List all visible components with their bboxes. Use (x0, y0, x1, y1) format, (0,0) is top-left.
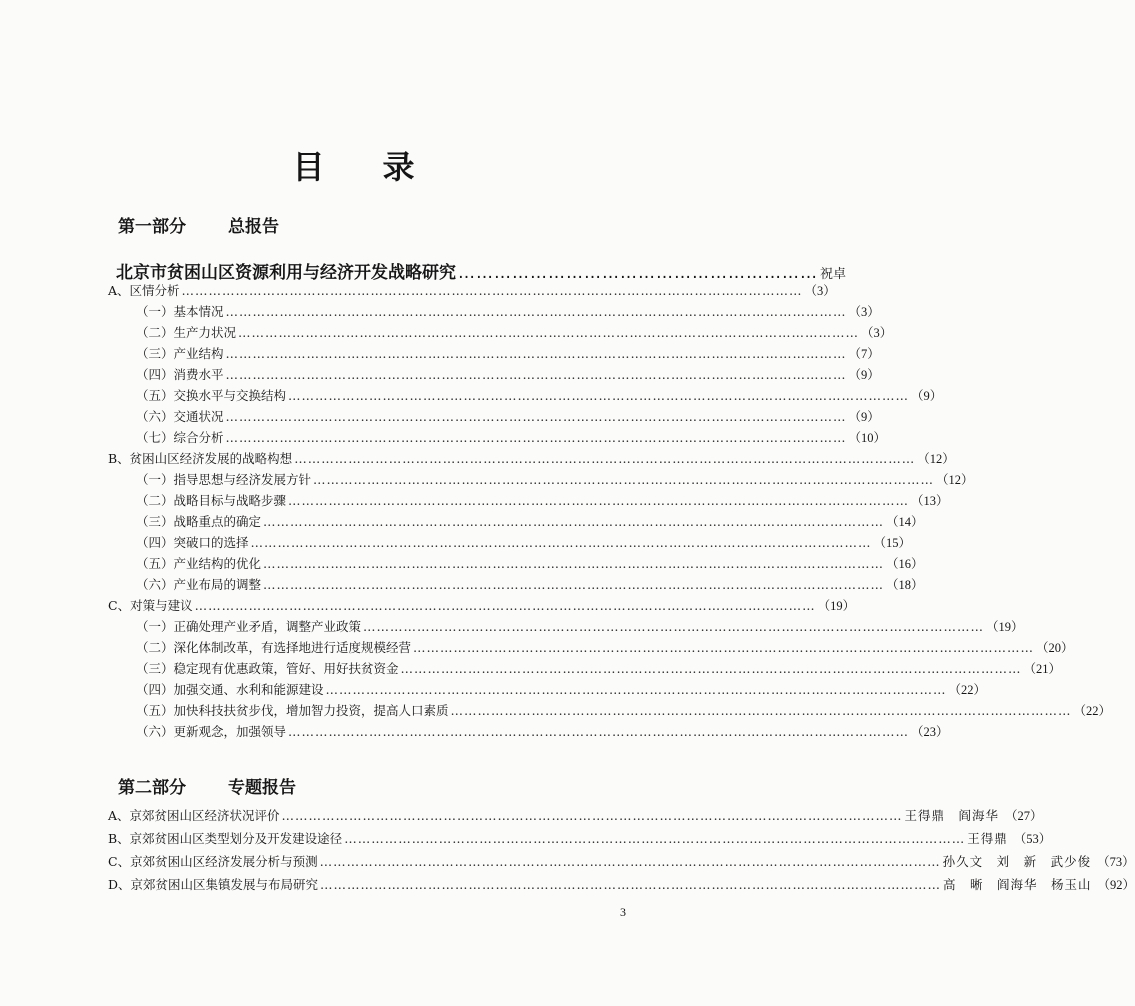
title-char-1: 目 (292, 148, 331, 186)
toc-entry-title: （二）战略目标与战略步骤 (136, 493, 287, 508)
toc-entry (108, 302, 880, 323)
leader-dots: ………………………………………………………………………………………………………………………… (225, 346, 847, 361)
leader-dots: ………………………………………………………………………………………………………………………… (325, 682, 947, 697)
toc-entry-page: （13） (911, 494, 949, 508)
toc-entry (108, 512, 924, 533)
toc-entry (108, 617, 1024, 638)
leader-dots: ………………………………………………………………………………………………………………………… (294, 451, 916, 466)
page-number: 3 (620, 905, 626, 919)
toc-entry-title: （四）加强交通、水利和能源建设 (136, 682, 324, 697)
toc-entry-page: （9） (848, 368, 880, 382)
toc-entry-page: （12） (917, 452, 955, 466)
toc-entry-page: （14） (886, 515, 924, 529)
toc-entry (108, 554, 924, 575)
main-report-title (116, 258, 847, 283)
toc-entry (108, 701, 1112, 722)
toc-entry-page: （15） (873, 536, 912, 550)
toc-entry-page: （19） (817, 599, 856, 613)
toc-entry-page: （20） (1036, 641, 1074, 655)
toc-entry (108, 575, 924, 596)
toc-entry-page: （16） (886, 557, 924, 571)
toc-entry-page: （10） (848, 431, 887, 445)
main-report-title-text: 北京市贫困山区资源利用与经济开发战略研究 (116, 263, 456, 283)
leader-dots: ………………………………………………………………………………………………………………………… (288, 493, 910, 508)
leader-dots: ………………………………………………………………………………………………………………………… (313, 472, 935, 487)
part2-label: 第二部分 (118, 778, 186, 798)
toc-entry-title: A、区情分析 (108, 283, 180, 298)
toc-entry-page: （53） (1013, 832, 1052, 846)
toc-entry (108, 344, 880, 365)
toc-entry (108, 323, 893, 344)
toc-entry-title: （四）消费水平 (136, 367, 224, 382)
toc-entry-page: （19） (986, 620, 1024, 634)
toc-entry-page: （22） (948, 683, 987, 697)
leader-dots: ………………………………………………………………………………………………………………………… (288, 724, 910, 739)
part2-heading (118, 773, 296, 798)
toc-entry-title: （六）交通状况 (136, 409, 224, 424)
leader-dots: ………………………………………………………………………………………………………………………… (281, 808, 903, 823)
toc-entry (108, 407, 880, 428)
toc-entry-title: C、对策与建议 (108, 598, 193, 613)
toc-entry-title: A、京郊贫困山区经济状况评价 (108, 808, 280, 823)
toc-entry-title: （四）突破口的选择 (136, 535, 249, 550)
toc-entry (108, 491, 949, 512)
leader-dots: ………………………………………………………………………………………………………………………… (194, 598, 816, 613)
leader-dots: ………………………………………………………………………………………………………………………… (225, 430, 847, 445)
toc-entry (108, 680, 987, 701)
part1-heading (118, 212, 279, 237)
toc-entry (108, 596, 856, 617)
leader-dots: ………………………………………………………………………………………………………………………… (413, 640, 1035, 655)
toc-entry-page: （3） (804, 284, 836, 298)
toc-entry-author: 王得鼎 阎海华 (904, 808, 1000, 823)
leader-dots: ………………………………………………………………………………………………………………………… (225, 367, 847, 382)
toc-entry-title: （二）深化体制改革，有选择地进行适度规模经营 (136, 640, 412, 655)
toc-entry-title: B、贫困山区经济发展的战略构想 (108, 451, 293, 466)
toc-part2 (108, 806, 1135, 898)
toc-entry (108, 638, 1074, 659)
toc-entry (108, 449, 955, 470)
leader-dots: ………………………………………………………………………………………………………………………… (238, 325, 860, 340)
toc-entry-page: （22） (1073, 704, 1112, 718)
toc-entry-title: （三）战略重点的确定 (136, 514, 262, 529)
toc-entry-title: （六）产业布局的调整 (136, 577, 262, 592)
toc-entry-title: （三）产业结构 (136, 346, 224, 361)
title-char-2: 录 (382, 148, 421, 186)
leader-dots: ………………………………………………………………………………………………………………………… (450, 703, 1072, 718)
toc-entry-page: （12） (936, 473, 974, 487)
toc-entry-title: C、京郊贫困山区经济发展分析与预测 (108, 854, 318, 869)
toc-entry-page: （18） (886, 578, 924, 592)
toc-entry (108, 829, 1052, 852)
toc-entry-title: B、京郊贫困山区类型划分及开发建设途径 (108, 831, 343, 846)
toc-entry-page: （21） (1023, 662, 1062, 676)
toc-entry (108, 852, 1135, 875)
leader-dots: ………………………………………………………………………………………………………………………… (344, 831, 966, 846)
toc-entry-title: （一）基本情况 (136, 304, 224, 319)
toc-entry-page: （7） (848, 347, 880, 361)
toc-entry-page: （9） (911, 389, 943, 403)
leader-dots: ………………………………………………………………………………………………………………………… (263, 577, 885, 592)
toc-entry-title: （七）综合分析 (136, 430, 224, 445)
toc-entry (108, 875, 1135, 898)
toc-entry-title: （五）交换水平与交换结构 (136, 388, 287, 403)
toc-entry-page: （92） (1097, 878, 1135, 892)
leader-dots: ………………………………………………………………………………………………………………………… (320, 877, 942, 892)
toc-entry (108, 281, 836, 302)
leader-dots: ………………………………………………………………………………………………………………………… (225, 304, 847, 319)
toc-entry-page: （73） (1097, 855, 1135, 869)
part2-name: 专题报告 (228, 778, 296, 798)
toc-entry-author: 高 晰 阎海华 杨玉山 (943, 877, 1092, 892)
toc-entry-page: （27） (1005, 809, 1043, 823)
toc-part1 (108, 281, 1112, 743)
toc-entry (108, 806, 1043, 829)
toc-entry-page: （3） (848, 305, 880, 319)
leader-dots: ………………………………………………………………………………………………………………………… (181, 283, 803, 298)
toc-entry (108, 533, 912, 554)
toc-entry (108, 659, 1062, 680)
toc-entry-title: D、京郊贫困山区集镇发展与布局研究 (108, 877, 319, 892)
toc-entry-author: 王得鼎 (967, 831, 1008, 846)
toc-entry-title: （三）稳定现有优惠政策，管好、用好扶贫资金 (136, 661, 399, 676)
toc-entry-page: （23） (911, 725, 949, 739)
toc-entry (108, 722, 949, 743)
toc-entry (108, 470, 974, 491)
toc-entry-title: （一）指导思想与经济发展方针 (136, 472, 312, 487)
page-title (0, 142, 713, 188)
toc-entry-title: （五）产业结构的优化 (136, 556, 262, 571)
toc-entry-page: （3） (861, 326, 893, 340)
toc-entry (108, 428, 887, 449)
toc-entry-author: 孙久文 刘 新 武少俊 (942, 854, 1092, 869)
toc-entry-title: （六）更新观念，加强领导 (136, 724, 287, 739)
part1-name: 总报告 (228, 217, 279, 237)
toc-entry-title: （五）加快科技扶贫步伐，增加智力投资，提高人口素质 (136, 703, 449, 718)
toc-entry-title: （二）生产力状况 (136, 325, 237, 340)
toc-entry-title: （一）正确处理产业矛盾，调整产业政策 (136, 619, 362, 634)
part1-label: 第一部分 (118, 217, 186, 237)
main-report-author: 祝卓 (820, 267, 847, 282)
toc-entry (108, 365, 880, 386)
leader-dots: ………………………………………………………………………………………………………………………… (263, 556, 885, 571)
leader-dots: ………………………………………………………………………………………………………………………… (363, 619, 985, 634)
toc-entry-page: （9） (848, 410, 880, 424)
toc-entry (108, 386, 943, 407)
leader-dots: …………………………………………………… (458, 263, 818, 283)
leader-dots: ………………………………………………………………………………………………………………………… (319, 854, 941, 869)
leader-dots: ………………………………………………………………………………………………………………………… (400, 661, 1022, 676)
leader-dots: ………………………………………………………………………………………………………………………… (225, 409, 847, 424)
leader-dots: ………………………………………………………………………………………………………………………… (288, 388, 910, 403)
leader-dots: ………………………………………………………………………………………………………………………… (263, 514, 885, 529)
leader-dots: ………………………………………………………………………………………………………………………… (250, 535, 872, 550)
